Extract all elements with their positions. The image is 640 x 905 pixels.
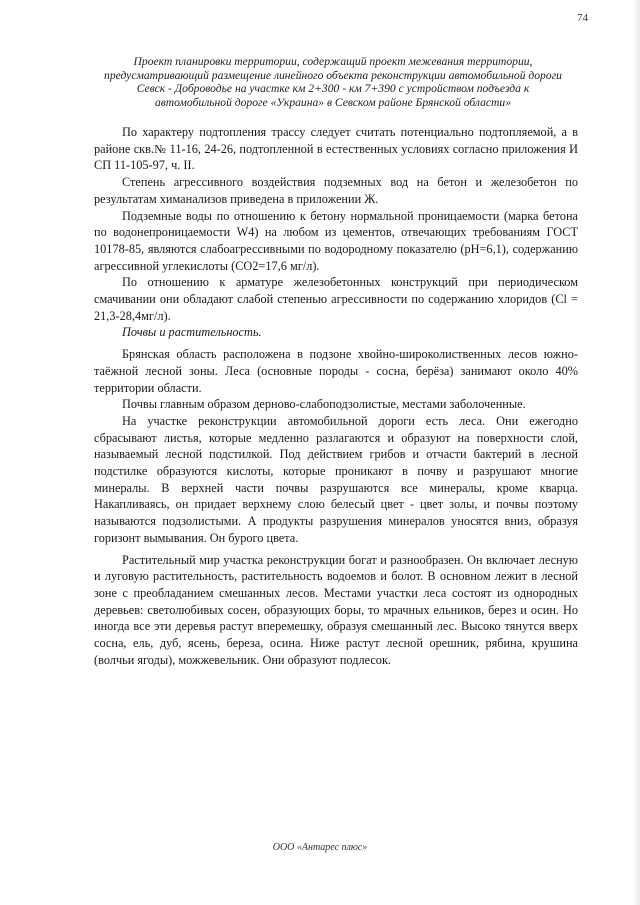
paragraph-vegetation: Растительный мир участка реконструкции богат и разнообразен. Он включает лесную и луговую растительность, растительность водоемов и болот. В основном лежит в лесной зоне с преобладанием смешанных лесов. Местами участки леса состоят из однородных деревьев: светолюбивых сосен, образующих боры, то мрачных ельников, берез и осин. Но иногда все эти деревья растут вперемешку, образуя смешанный лес. Высоко тянутся вверх сосна, ель, дуб, ясень, береза, осина. Ниже растут лесной орешник, рябина, крушина (волчьи ягоды), можжевельник. Они образуют подлесок. [94,552,578,667]
paragraph-aggressive-impact: Степень агрессивного воздействия подземных вод на бетон и железобетон по результатам химанализов приведена в приложении Ж. [94,175,578,206]
document-header: Проект планировки территории, содержащий проект межевания территории, предусматривающий размещение линейного объекта реконструкции автомобильной дороги Севск - Доброводье на участке км 2+300 - км 7+390 с устройством подъезда к автомобильной дороге «Украина» в Севском районе Брянской области» [104,55,562,109]
paragraph-groundwater-concrete: Подземные воды по отношению к бетону нормальной проницаемости (марка бетона по водонепроницаемости W4) на любом из цементов, отвечающих требованиям ГОСТ 10178-85, являются слабоагрессивными по водородному показателю (pH=6,1), содержанию агрессивной углекислоты (CO2=17,6 мг/л). [94,208,578,273]
paragraph-flooding: По характеру подтопления трассу следует считать потенциально подтопляемой, а в районе скв.№ 11-16, 24-26, подтопленной в естественных условиях согласно приложения И СП 11-105-97, ч. II. [94,125,578,173]
paragraph-reinforcement: По отношению к арматуре железобетонных конструкций при периодическом смачивании они обладают слабой степенью агрессивности по содержанию хлоридов (Cl = 21,3-28,4мг/л). [94,275,578,323]
section-heading-soils: Почвы и растительность. [122,325,262,340]
document-footer: ООО «Антарес плюс» [272,842,368,853]
page-number: 74 [577,12,588,24]
page-edge-shadow [632,0,640,905]
paragraph-forest-zone: Брянская область расположена в подзоне хвойно-широколиственных лесов южно-таёжной лесной зоны. Леса (основные породы - сосна, берёза) занимают около 40% территории области. [94,347,578,395]
document-body [94,124,578,669]
paragraph-soil-types: Почвы главным образом дерново-слабоподзолистые, местами заболоченные. [122,397,526,412]
paragraph-forest-litter: На участке реконструкции автомобильной дороги есть леса. Они ежегодно сбрасывают листья, которые медленно разлагаются и образуют на поверхности слой, называемый лесной подстилкой. Под действием грибов и отчасти бактерий в лесной подстилке образуются кислоты, которые проникают в почву и разрушают многие минералы. В верхней части почвы разрушаются все минералы, кроме кварца. Накапливаясь, он придает верхнему слою белесый цвет - цвет золы, и почвы поэтому называются подзолистыми. А продукты разрушения минералов уносятся вниз, образуя горизонт вымывания. Он бурого цвета. [94,413,578,545]
